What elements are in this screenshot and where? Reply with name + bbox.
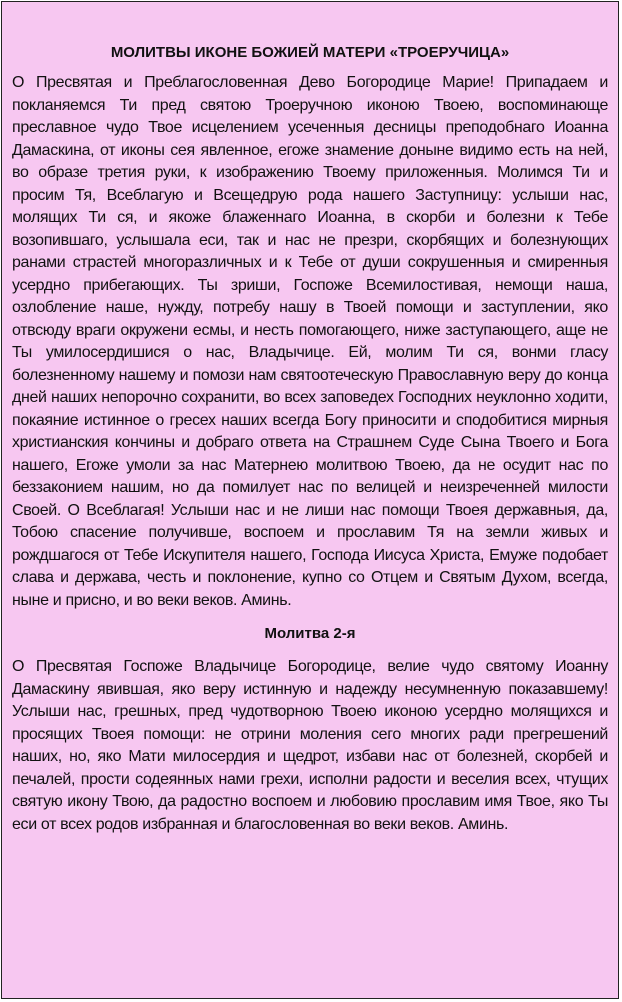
document-page (1, 1, 619, 999)
prayer-1-text: О Пресвятая и Преблагословенная Дево Богородице Марие! Припадаем и покланяемся Ти пред святою Троеручною иконою Твоею, воспоминающе преславное чудо Твое исцелением усеченныя десницы преподобнаго Иоанна Дамаскина, от иконы сея явленное, егоже знамение доныне видимо есть на ней, во образе третия руки, к изображению Твоему приложенныя. Молимся Ти и просим Тя, Всеблагую и Всещедрую рода нашего Заступницу: услыши нас, молящих Ти ся, и якоже блаженнаго Иоанна, в скорби и болезни к Тебе возопившаго, услышала еси, так и нас не презри, скорбящих и болезнующих ранами страстей многоразличных и к Тебе от души сокрушенныя и смиренныя усердно прибегающих. Ты зриши, Госпоже Всемилостивая, немощи наша, озлобление наше, нужду, потребу нашу в Твоей помощи и заступлении, яко отвсюду враги окружени есмы, и несть помогающего, ниже заступающего, аще не Ты умилосердишися о нас, Владычице. Ей, молим Ти ся, вонми гласу болезненному нашему и помози нам святоотеческую Православную веру до конца дней наших непорочно сохранити, во всех заповедех Господних неуклонно ходити, покаяние истинное о гресех наших всегда Богу приносити и сподобитися мирныя христианския кончины и добраго ответа на Страшнем Суде Сына Твоего и Бога нашего, Егоже умоли за нас Матернею молитвою Твоею, да не осудит нас по беззаконием нашим, но да помилует нас по велицей и неизреченней милости Своей. О Всеблагая! Услыши нас и не лиши нас помощи Твоея державныя, да, Тобою спасение получивше, воспоем и прославим Тя на земли живых и рождшагося от Тебе Искупителя нашего, Господа Иисуса Христа, Емуже подобает слава и держава, честь и поклонение, купно со Отцем и Святым Духом, всегда, ныне и присно, и во веки веков. Аминь. (12, 74, 608, 609)
document-title: МОЛИТВЫ ИКОНЕ БОЖИЕЙ МАТЕРИ «ТРОЕРУЧИЦА» (110, 44, 510, 61)
prayer-2-text: О Пресвятая Госпоже Владычице Богородице, велие чудо святому Иоанну Дамаскину явившая, яко веру истинную и надежду несумненную показавшему! Услыши нас, грешных, пред чудотворною Твоею иконою усердно молящихся и просящих Твоея помощи: не отрини моления сего многих ради прегрешений наших, но, яко Мати милосердия и щедрот, избави нас от болезней, скорбей и печалей, прости содеянных нами грехи, исполни радости и веселия всех, чтущих святую икону Твою, да радостно воспоем и любовию прославим имя Твое, яко Ты еси от всех родов избранная и благословенная во веки веков. Аминь. (12, 658, 608, 833)
prayer-2-heading: Молитва 2-я (264, 625, 356, 642)
